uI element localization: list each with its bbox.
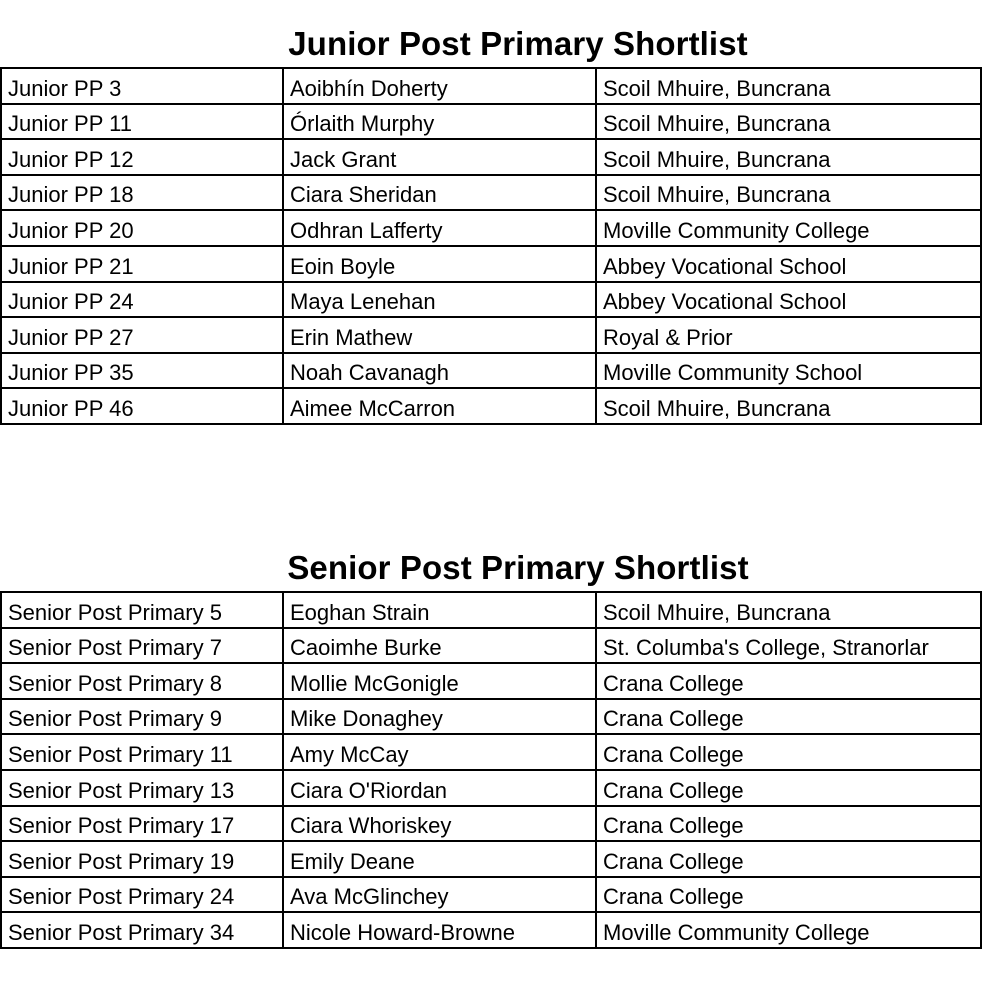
entry-cell: Senior Post Primary 11: [1, 734, 283, 770]
school-cell: Crana College: [596, 841, 981, 877]
entry-cell: Junior PP 46: [1, 388, 283, 424]
table-row: [1, 912, 981, 948]
table-row: [1, 770, 981, 806]
name-cell: Maya Lenehan: [283, 282, 596, 318]
name-cell: Ava McGlinchey: [283, 877, 596, 913]
school-cell: Moville Community College: [596, 912, 981, 948]
school-cell: Royal & Prior: [596, 317, 981, 353]
school-cell: Abbey Vocational School: [596, 282, 981, 318]
table-row: [1, 282, 981, 318]
entry-cell: Senior Post Primary 13: [1, 770, 283, 806]
school-cell: Scoil Mhuire, Buncrana: [596, 139, 981, 175]
name-cell: Amy McCay: [283, 734, 596, 770]
entry-cell: Junior PP 20: [1, 210, 283, 246]
entry-cell: Junior PP 3: [1, 68, 283, 104]
school-cell: Crana College: [596, 699, 981, 735]
name-cell: Eoin Boyle: [283, 246, 596, 282]
table-row: [1, 68, 981, 104]
school-cell: St. Columba's College, Stranorlar: [596, 628, 981, 664]
table-row: [1, 246, 981, 282]
name-cell: Jack Grant: [283, 139, 596, 175]
entry-cell: Junior PP 27: [1, 317, 283, 353]
table-row: [1, 877, 981, 913]
entry-cell: Senior Post Primary 5: [1, 592, 283, 628]
school-cell: Scoil Mhuire, Buncrana: [596, 388, 981, 424]
name-cell: Ciara Sheridan: [283, 175, 596, 211]
table-row: [1, 699, 981, 735]
entry-cell: Junior PP 12: [1, 139, 283, 175]
school-cell: Moville Community School: [596, 353, 981, 389]
junior-shortlist-table: [0, 67, 982, 425]
school-cell: Crana College: [596, 877, 981, 913]
name-cell: Mollie McGonigle: [283, 663, 596, 699]
school-cell: Abbey Vocational School: [596, 246, 981, 282]
school-cell: Scoil Mhuire, Buncrana: [596, 175, 981, 211]
senior-shortlist-body: [1, 592, 981, 948]
name-cell: Órlaith Murphy: [283, 104, 596, 140]
name-cell: Odhran Lafferty: [283, 210, 596, 246]
table-row: [1, 806, 981, 842]
name-cell: Mike Donaghey: [283, 699, 596, 735]
table-row: [1, 317, 981, 353]
table-row: [1, 734, 981, 770]
name-cell: Ciara O'Riordan: [283, 770, 596, 806]
table-row: [1, 210, 981, 246]
senior-shortlist-title: Senior Post Primary Shortlist: [287, 549, 749, 586]
entry-cell: Senior Post Primary 9: [1, 699, 283, 735]
school-cell: Crana College: [596, 663, 981, 699]
entry-cell: Senior Post Primary 17: [1, 806, 283, 842]
entry-cell: Senior Post Primary 24: [1, 877, 283, 913]
entry-cell: Junior PP 24: [1, 282, 283, 318]
name-cell: Ciara Whoriskey: [283, 806, 596, 842]
senior-shortlist-table: [0, 591, 982, 949]
table-row: [1, 139, 981, 175]
name-cell: Aimee McCarron: [283, 388, 596, 424]
school-cell: Moville Community College: [596, 210, 981, 246]
entry-cell: Junior PP 11: [1, 104, 283, 140]
school-cell: Scoil Mhuire, Buncrana: [596, 104, 981, 140]
name-cell: Aoibhín Doherty: [283, 68, 596, 104]
table-row: [1, 104, 981, 140]
name-cell: Erin Mathew: [283, 317, 596, 353]
school-cell: Crana College: [596, 770, 981, 806]
name-cell: Emily Deane: [283, 841, 596, 877]
school-cell: Scoil Mhuire, Buncrana: [596, 68, 981, 104]
table-row: [1, 663, 981, 699]
table-row: [1, 388, 981, 424]
school-cell: Crana College: [596, 806, 981, 842]
name-cell: Eoghan Strain: [283, 592, 596, 628]
name-cell: Caoimhe Burke: [283, 628, 596, 664]
table-row: [1, 628, 981, 664]
entry-cell: Senior Post Primary 34: [1, 912, 283, 948]
table-row: [1, 353, 981, 389]
table-row: [1, 841, 981, 877]
entry-cell: Senior Post Primary 7: [1, 628, 283, 664]
school-cell: Crana College: [596, 734, 981, 770]
entry-cell: Senior Post Primary 8: [1, 663, 283, 699]
name-cell: Nicole Howard-Browne: [283, 912, 596, 948]
table-row: [1, 175, 981, 211]
entry-cell: Junior PP 18: [1, 175, 283, 211]
name-cell: Noah Cavanagh: [283, 353, 596, 389]
junior-shortlist-title: Junior Post Primary Shortlist: [288, 25, 748, 62]
entry-cell: Senior Post Primary 19: [1, 841, 283, 877]
junior-shortlist-body: [1, 68, 981, 424]
entry-cell: Junior PP 35: [1, 353, 283, 389]
school-cell: Scoil Mhuire, Buncrana: [596, 592, 981, 628]
table-row: [1, 592, 981, 628]
entry-cell: Junior PP 21: [1, 246, 283, 282]
